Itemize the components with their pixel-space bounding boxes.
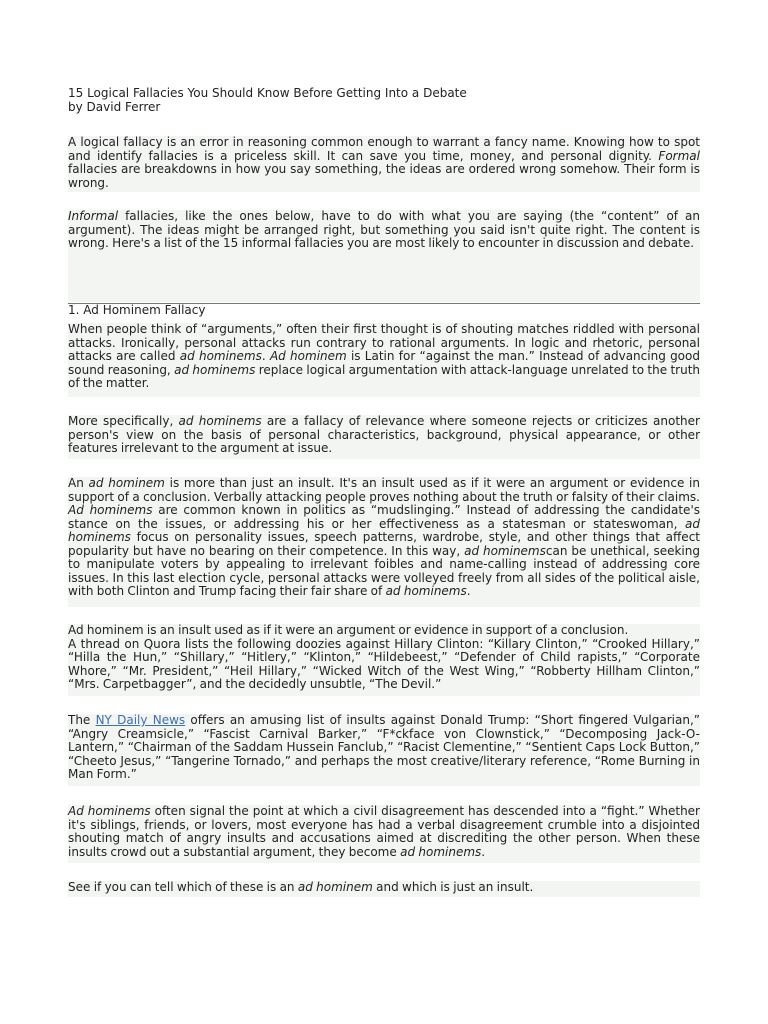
- intro-paragraph-1-block: [68, 136, 700, 192]
- italic-term: Ad hominem: [269, 349, 347, 363]
- text-run: are common known in politics as “mudslinging.” Instead of addressing the candidate's stance on the issues, or addressing his or her effectiveness as a statesman or stateswoman,: [68, 503, 700, 531]
- section1-paragraph-2-block: [68, 415, 700, 459]
- document-author: by David Ferrer: [68, 100, 161, 114]
- section1-paragraph-1: [68, 323, 700, 391]
- text-run: replace logical argumentation with attack-language unrelated to the truth of the matter.: [68, 362, 700, 390]
- section1-paragraph-5: [68, 714, 700, 782]
- text-run: A logical fallacy is an error in reasoning common enough to warrant a fancy name. Knowing how to spot and identify fallacies is a priceless skill. It can save you time, money, and personal dignity.: [68, 135, 700, 163]
- italic-term: ad hominems: [68, 516, 700, 544]
- text-run: are a fallacy of relevance where someone rejects or criticizes another person's view on the basis of personal characteristics, background, physical appearance, or other features irrelevant to the argument at issue.: [68, 414, 700, 455]
- italic-term: ad hominems: [174, 362, 256, 377]
- section1-paragraph-3-block: [68, 477, 700, 607]
- section1-paragraph-5-block: [68, 714, 700, 786]
- text-run: fallacies, like the ones below, have to do with what you are saying (the “content” of an argument). The ideas might be arranged right, but something you said isn't quite right. The content is wrong. Here's a list of the 15 informal fallacies you are most likely to encounter in discussion and debate.: [68, 209, 700, 250]
- section1-paragraph-6-block: [68, 805, 700, 863]
- section-heading: 1. Ad Hominem Fallacy: [68, 303, 206, 317]
- italic-term: ad hominems: [179, 349, 262, 363]
- section1-paragraph-3: [68, 477, 700, 599]
- ny-daily-news-link[interactable]: NY Daily News: [95, 713, 186, 727]
- text-run: focus on personality issues, speech patterns, wardrobe, style, and other things that affect popularity but have no bearing on their competence. In this way,: [68, 530, 700, 558]
- text-run: .: [481, 844, 486, 859]
- italic-term: ad hominems: [178, 414, 262, 428]
- section1-paragraph-4-line1: Ad hominem is an insult used as if it were an argument or evidence in support of a conclusion.: [68, 623, 629, 637]
- italic-term: ad hominems: [385, 584, 467, 598]
- intro-paragraph-2: [68, 210, 700, 251]
- section1-paragraph-6: [68, 805, 700, 859]
- text-run: offers an amusing list of insults against Donald Trump: “Short fingered Vulgarian,” “Angry Creamsicle,” “Fascist Carnival Barker,” “F*ckface von Clownstick,” “Decomposing Jack-O-Lantern,” “Chairman of the Saddam Hussein Fanclub,” “Racist Clementine,” “Sentient Caps Lock Button,” “Cheeto Jesus,” “Tangerine Tornado,” and perhaps the most creative/literary reference, “Rome Burning in Man Form.”: [68, 713, 700, 781]
- text-run: An: [68, 476, 84, 490]
- italic-term: Informal: [68, 209, 119, 223]
- section1-paragraph-1-block: [68, 323, 700, 397]
- italic-term: Ad hominems: [68, 503, 153, 517]
- text-run: When people think of “arguments,” often their first thought is of shouting matches riddled with personal attacks. Ironically, personal attacks run contrary to rational arguments. In logic and rhetoric, personal attacks are called: [68, 322, 700, 363]
- section1-paragraph-7: [68, 881, 700, 895]
- italic-term: ad hominems: [400, 844, 482, 859]
- section1-paragraph-4-line2: A thread on Quora lists the following doozies against Hillary Clinton: “Killary Clinton,” “Crooked Hillary,” “Hilla the Hun,” “Shillary,” “Hitlery,” “Klinton,” “Hildebeest,” “Defender of Child rapists,” “Corporate Whore,” “Mr. President,” “Heil Hillary,” “Wicked Witch of the West Wing,” “Robberty Hillham Clinton,” “Mrs. Carpetbagger”, and the decidedly unsubtle, “The Devil.”: [68, 636, 700, 691]
- text-run: See if you can tell which of these is an: [68, 880, 295, 894]
- italic-term: Ad hominems: [68, 804, 151, 818]
- italic-term: ad hominem: [297, 880, 373, 894]
- text-run: and which is just an insult.: [376, 880, 534, 894]
- text-run: fallacies are breakdowns in how you say something, the ideas are ordered wrong somehow. Their form is wrong.: [68, 162, 700, 190]
- text-run: often signal the point at which a civil disagreement has descended into a “fight.” Whether it's siblings, friends, or lovers, most everyone has had a verbal disagreement crumble into a disjointed shouting match of angry insults and accusations aimed at discrediting the other person. When these insults crowd out a substantial argument, they become: [68, 804, 700, 859]
- text-run: is Latin for “against the man.” Instead of advancing good sound reasoning,: [68, 349, 700, 377]
- section1-paragraph-4-block: [68, 624, 700, 696]
- intro-paragraph-1: [68, 136, 700, 190]
- text-run: .: [261, 349, 266, 363]
- intro-paragraph-2-block: [68, 210, 700, 302]
- section1-paragraph-2: [68, 415, 700, 456]
- italic-term: ad hominem: [88, 476, 165, 490]
- text-run: More specifically,: [68, 414, 174, 428]
- text-run: .: [466, 584, 471, 598]
- text-run: The: [68, 713, 91, 727]
- italic-term: ad hominems: [464, 543, 546, 558]
- section1-paragraph-7-block: [68, 881, 700, 897]
- text-run: is more than just an insult. It's an insult used as if it were an argument or evidence in support of a conclusion. Verbally attacking people proves nothing about the truth or falsity of their claims.: [68, 476, 700, 504]
- text-run: can be unethical, seeking to manipulate voters by appealing to irrelevant foibles and name-calling instead of addressing core issues. In this last election cycle, personal attacks were volleyed freely from all sides of the political aisle, with both Clinton and Trump facing their fair share of: [68, 543, 700, 598]
- document-title: 15 Logical Fallacies You Should Know Before Getting Into a Debate: [68, 86, 467, 100]
- italic-term: Formal: [658, 148, 700, 163]
